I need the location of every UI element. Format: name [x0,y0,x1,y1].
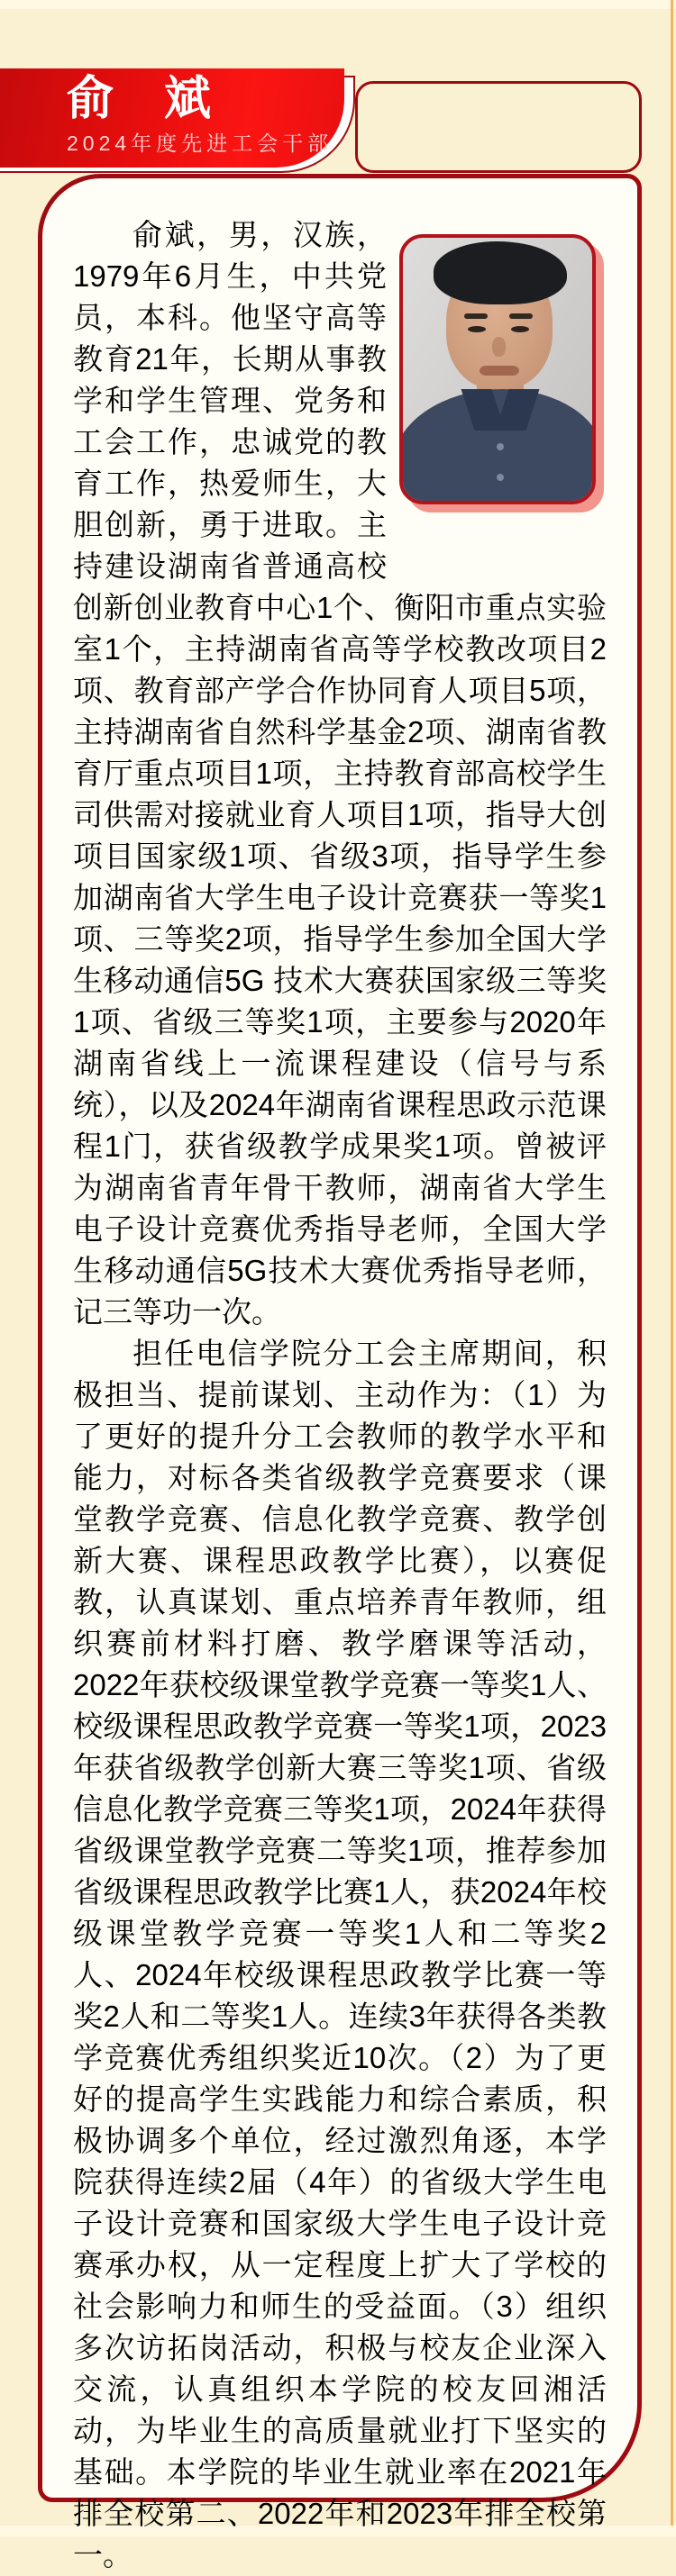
portrait-brow-right [509,313,533,319]
portrait-eye-left [468,326,486,332]
portrait-hair [434,241,567,304]
person-name: 俞 斌 [67,73,214,125]
bio-paragraph-2: 担任电信学院分工会主席期间，积极担当、提前谋划、主动作为：（1）为了更好的提升分工会教师的教学水平和能力，对标各类省级教学竞赛要求（课堂教学竞赛、信息化教学竞赛、教学创新大赛、课程思政教学比赛），以赛促教，认真谋划、重点培养青年教师，组织赛前材料打磨、教学磨课等活动，2022年获校级课堂教学竞赛一等奖1人、校级课程思政教学竞赛一等奖1项，2023年获省级教学创新大赛三等奖1项、省级信息化教学竞赛三等奖1项，2024年获得省级课堂教学竞赛二等奖1项，推荐参加省级课程思政教学比赛1人，获2024年校级课堂教学竞赛一等奖1人和二等奖2人、2024年校级课程思政教学比赛一等奖2人和二等奖1人。连续3年获得各类教学竞赛优秀组织奖近10次。（2）为了更好的提高学生实践能力和综合素质，积极协调多个单位，经过激烈角逐，本学院获得连续2届（4年）的省级大学生电子设计竞赛和国家级大学生电子设计竞赛承办权，从一定程度上扩大了学校的社会影响力和师生的受益面。（3）组织多次访拓岗活动，积极与校友企业深入交流，认真组织本学院的校友回湘活动，为毕业生的高质量就业打下坚实的基础。本学院的毕业生就业率在2021年排全校第二、2022年和2023年排全校第一。 [73,1337,607,2571]
top-edge-strip [0,0,676,9]
portrait-eye-right [511,326,529,332]
portrait-brow-left [464,313,488,319]
shirt-button [497,474,504,481]
header-outline-decoration [355,81,642,173]
portrait-nose [492,337,506,357]
portrait-photo-float [399,234,607,554]
portrait-mouth [480,366,519,376]
header-banner [0,68,344,168]
portrait-photo [399,234,596,504]
right-edge-line [671,0,673,2536]
shirt-button [497,443,504,450]
award-subtitle: 2024年度先进工会干部 [67,132,333,155]
content-card [38,174,642,2571]
bio-paragraph-1: 俞斌，男，汉族，1979年6月生，中共党员，本科。他坚守高等教育21年，长期从事教学和学生管理、党务和工会工作，忠诚党的教育工作，热爱师生，大胆创新，勇于进取。主持建设湖南省普通高校创新创业教育中心1个、衡阳市重点实验室1个，主持湖南省高等学校教改项目2项、教育部产学合作协同育人项目5项，主持湖南省自然科学基金2项、湖南省教育厅重点项目1项，主持教育部高校学生司供需对接就业育人项目1项，指导大创项目国家级1项、省级3项，指导学生参加湖南省大学生电子设计竞赛获一等奖1项、三等奖2项，指导学生参加全国大学生移动通信5G 技术大赛获国家级三等奖1项、省级三等奖1项，主要参与2020年湖南省线上一流课程建设（信号与系统），以及2024年湖南省课程思政示范课程1门，获省级教学成果奖1项。曾被评为湖南省青年骨干教师，湖南省大学生电子设计竞赛优秀指导老师，全国大学生移动通信5G技术大赛优秀指导老师，记三等功一次。 [73,218,607,1329]
